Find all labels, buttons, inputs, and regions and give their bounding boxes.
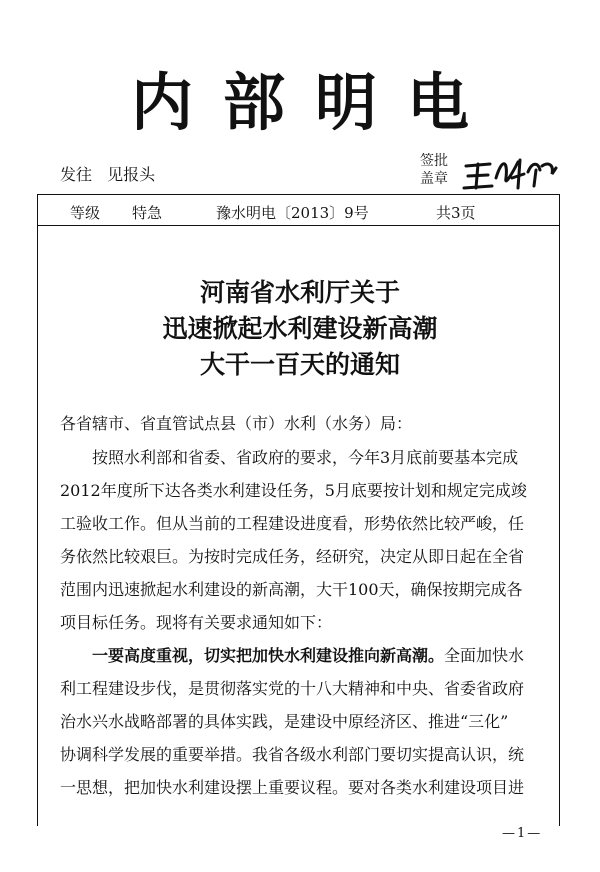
paragraph-line: 范围内迅速掀起水利建设的新高潮，大干100天，确保按期完成各 bbox=[60, 580, 523, 599]
send-to: 发往 见报头 bbox=[60, 165, 156, 184]
title-line-3: 大干一百天的通知 bbox=[199, 350, 400, 379]
paragraph-2-heading: 一要高度重视，切实把加快水利建设推向新高潮。 bbox=[92, 646, 445, 665]
approval-label-stamp: 盖章 bbox=[420, 171, 448, 187]
salutation: 各省辖市、省直管试点县（市）水利（水务）局： bbox=[60, 414, 413, 433]
paragraph-line: 一思想，把加快水利建设摆上重要议程。要对各类水利建设项目进 bbox=[60, 778, 525, 797]
paragraph-line bbox=[60, 639, 552, 672]
approval-labels bbox=[420, 152, 448, 188]
header-title: 内部明电 bbox=[130, 66, 499, 139]
handwritten-signature bbox=[460, 148, 560, 196]
paragraph-line: 利工程建设步伐，是贯彻落实党的十八大精神和中央、省委省政府 bbox=[60, 679, 525, 698]
paragraph-line: 工验收工作。但从当前的工程建设进度看，形势依然比较严峻，任 bbox=[60, 514, 525, 533]
meta-box bbox=[37, 194, 560, 226]
grade-value: 特急 bbox=[132, 204, 163, 222]
paragraph-line: 务依然比较艰巨。为按时完成任务，经研究，决定从即日起在全省 bbox=[60, 547, 525, 566]
paragraph-line: 治水兴水战略部署的具体实践，是建设中原经济区、推进“三化” bbox=[60, 712, 509, 731]
page-count: 共3页 bbox=[436, 204, 476, 222]
title-line-1: 河南省水利厅关于 bbox=[199, 278, 400, 307]
paragraph-line: 项目标任务。现将有关要求通知如下： bbox=[60, 613, 333, 632]
paragraph-line: 2012年度所下达各类水利建设任务，5月底要按计划和规定完成竣 bbox=[60, 481, 527, 500]
paragraph-2 bbox=[60, 639, 552, 804]
paragraph-line: 按照水利部和省委、省政府的要求，今年3月底前要基本完成 bbox=[92, 448, 519, 467]
paragraph-2-lead-rest: 全面加快水 bbox=[444, 646, 525, 665]
page-number: —1— bbox=[502, 826, 543, 841]
title-line-2: 迅速掀起水利建设新高潮 bbox=[162, 314, 438, 343]
approval-label-sign: 签批 bbox=[420, 153, 448, 169]
grade-label: 等级 bbox=[70, 204, 101, 222]
document-number: 豫水明电〔2013〕9号 bbox=[216, 204, 369, 222]
paragraph-1 bbox=[60, 441, 552, 639]
paragraph-line: 协调科学发展的重要举措。我省各级水利部门要切实提高认识，统 bbox=[60, 745, 525, 764]
